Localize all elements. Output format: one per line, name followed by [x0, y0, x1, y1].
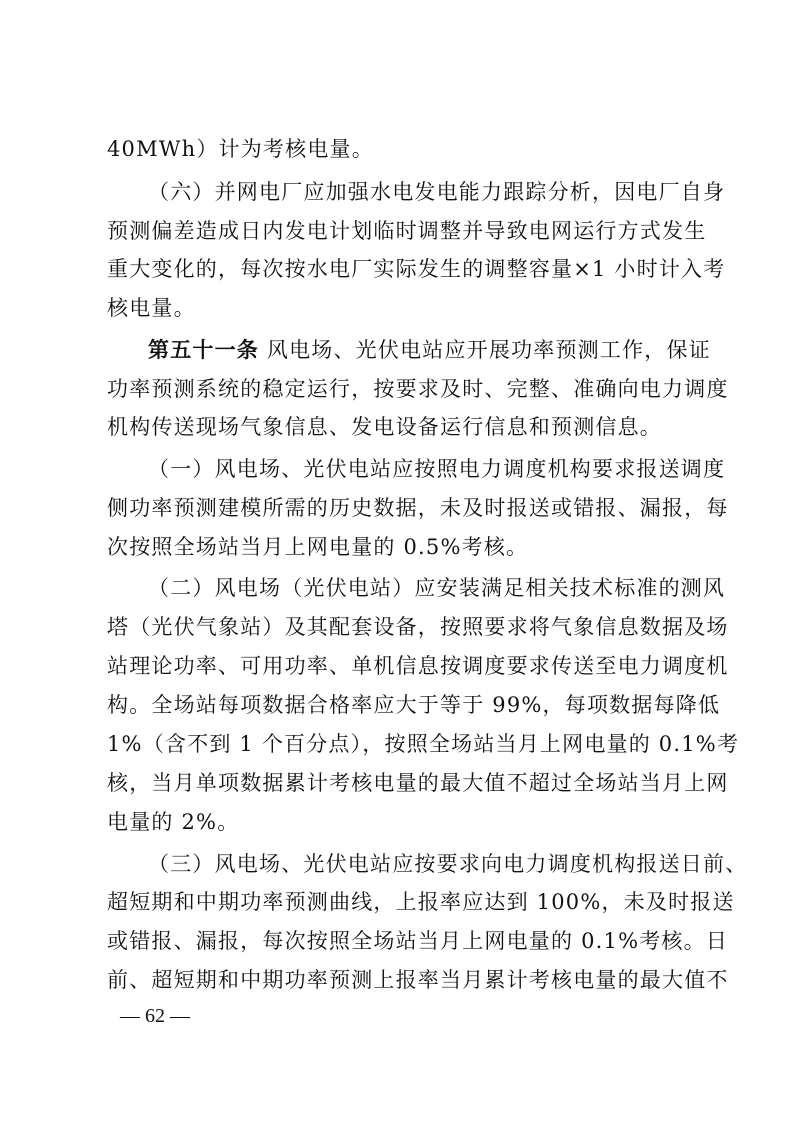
text-line: （二）风电场（光伏电站）应安装满足相关技术标准的测风 — [148, 576, 726, 600]
text-line: 核，当月单项数据累计考核电量的最大值不超过全场站当月上网 — [107, 771, 729, 795]
text-line: 核电量。 — [107, 296, 196, 320]
text-line: 站理论功率、可用功率、单机信息按调度要求传送至电力调度机 — [107, 654, 729, 678]
text-line: 超短期和中期功率预测曲线，上报率应达到 100%，未及时报送 — [107, 890, 735, 914]
article-line — [148, 334, 794, 366]
text-line: 机构传送现场气象信息、发电设备运行信息和预测信息。 — [107, 415, 662, 439]
text-line: 次按照全场站当月上网电量的 0.5%考核。 — [107, 535, 529, 559]
article-text: 风电场、光伏电站应开展功率预测工作，保证 — [259, 338, 711, 362]
text-line: 侧功率预测建模所需的历史数据，未及时报送或错报、漏报，每 — [107, 496, 729, 520]
text-line: （六）并网电厂应加强水电发电能力跟踪分析，因电厂自身 — [148, 180, 726, 204]
text-line: （一）风电场、光伏电站应按照电力调度机构要求报送调度 — [148, 457, 726, 481]
text-line: 构。全场站每项数据合格率应大于等于 99%，每项数据每降低 — [107, 693, 721, 717]
text-line: 预测偏差造成日内发电计划临时调整并导致电网运行方式发生 — [107, 219, 707, 243]
text-line: 40MWh）计为考核电量。 — [107, 137, 374, 161]
text-line: （三）风电场、光伏电站应按要求向电力调度机构报送日前、 — [148, 852, 748, 876]
text-line: 塔（光伏气象站）及其配套设备，按照要求将气象信息数据及场 — [107, 615, 729, 639]
text-line: 前、超短期和中期功率预测上报率当月累计考核电量的最大值不 — [107, 968, 729, 992]
text-line: 重大变化的，每次按水电厂实际发生的调整容量×1 小时计入考 — [107, 257, 726, 281]
page-number: — 62 — — [120, 1005, 190, 1027]
text-line: 或错报、漏报，每次按照全场站当月上网电量的 0.1%考核。日 — [107, 929, 729, 953]
text-line: 电量的 2%。 — [107, 810, 240, 834]
text-line: 1%（含不到 1 个百分点），按照全场站当月上网电量的 0.1%考 — [107, 732, 740, 756]
text-line: 功率预测系统的稳定运行，按要求及时、完整、准确向电力调度 — [107, 377, 729, 401]
article-title: 第五十一条 — [148, 337, 259, 362]
